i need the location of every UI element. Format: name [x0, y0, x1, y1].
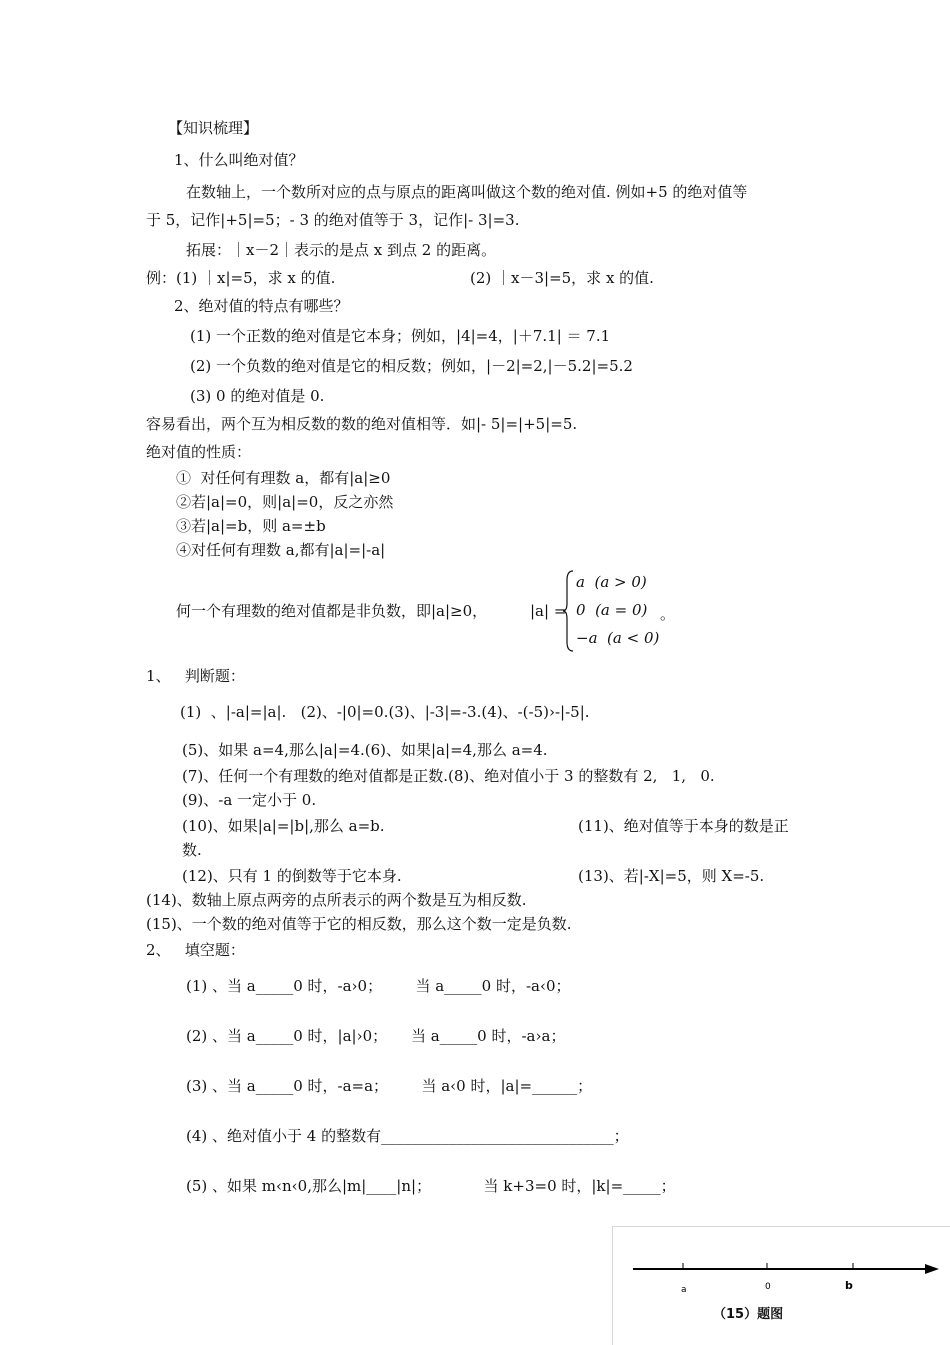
- property-1: ① 对任何有理数 a，都有|a|≥0: [176, 469, 391, 487]
- judge-item-12: (12)、只有 1 的倒数等于它本身.: [182, 867, 402, 885]
- property-2: ②若|a|=0，则|a|=0，反之亦然: [176, 493, 394, 511]
- judge-item-15: (15)、一个数的绝对值等于它的相反数，那么这个数一定是负数.: [146, 915, 572, 933]
- judge-item-14: (14)、数轴上原点两旁的点所表示的两个数是互为相反数.: [146, 891, 527, 909]
- number-line-svg: [613, 1227, 950, 1345]
- figure-caption: （15）题图: [713, 1307, 784, 1322]
- piecewise-case-negative: −a (a < 0): [576, 629, 660, 647]
- example-1: 例：(1) ｜x|=5，求 x 的值.: [146, 269, 336, 287]
- judge-item-5-6: (5)、如果 a=4,那么|a|=4.(6)、如果|a|=4,那么 a=4.: [182, 741, 548, 759]
- number-line-figure: [612, 1226, 950, 1345]
- judge-item-13: (13)、若|-X|=5，则 X=-5.: [578, 867, 765, 885]
- feature-1: (1) 一个正数的绝对值是它本身；例如，|4|=4，|＋7.1| ＝ 7.1: [190, 327, 611, 345]
- judge-item-10: (10)、如果|a|=|b|,那么 a=b.: [182, 817, 385, 835]
- property-3: ③若|a|=b，则 a=±b: [176, 517, 326, 535]
- question-2-title: 2、绝对值的特点有哪些？: [174, 297, 349, 315]
- section-heading: 【知识梳理】: [168, 119, 259, 137]
- judge-item-11-cont: 数.: [182, 841, 202, 859]
- judge-item-7-8: (7)、任何一个有理数的绝对值都是正数.(8)、绝对值小于 3 的整数有 2, 1, 0.: [182, 767, 715, 785]
- fill-title: 2、 填空题：: [146, 941, 245, 959]
- example-2: (2) ｜x－3|=5，求 x 的值.: [470, 269, 654, 287]
- properties-title: 绝对值的性质：: [146, 443, 252, 461]
- property-4: ④对任何有理数 a,都有|a|=|-a|: [176, 541, 386, 559]
- fill-item-5: (5) 、如果 m‹n‹0,那么|m|____|n|； 当 k+3=0 时，|k|=_____；: [186, 1177, 676, 1195]
- definition-line-1: 在数轴上，一个数所对应的点与原点的距离叫做这个数的绝对值. 例如+5 的绝对值等: [186, 183, 748, 201]
- judge-item-11: (11)、绝对值等于本身的数是正: [578, 817, 789, 835]
- judge-item-9: (9)、-a 一定小于 0.: [182, 791, 317, 809]
- question-1-title: 1、什么叫绝对值？: [174, 151, 304, 169]
- tick-label-b: b: [845, 1279, 853, 1292]
- tick-label-zero: 0: [765, 1282, 771, 1292]
- fill-item-2: (2) 、当 a_____0 时，|a|›0； 当 a_____0 时，-a›a；: [186, 1027, 566, 1045]
- feature-2: (2) 一个负数的绝对值是它的相反数；例如，|－2|=2,|－5.2|=5.2: [190, 357, 633, 375]
- piecewise-end: 。: [660, 605, 676, 623]
- feature-3: (3) 0 的绝对值是 0.: [190, 387, 325, 405]
- arrow-right-icon: [925, 1264, 939, 1274]
- fill-item-4: (4) 、绝对值小于 4 的整数有_______________________________；: [186, 1127, 629, 1145]
- nonnegative-statement: 何一个有理数的绝对值都是非负数，即|a|≥0，: [176, 602, 488, 620]
- left-brace-icon: [562, 570, 574, 652]
- observation: 容易看出，两个互为相反数的数的绝对值相等．如|- 5|=|+5|=5.: [146, 415, 578, 433]
- extension-note: 拓展：｜x－2｜表示的是点 x 到点 2 的距离。: [186, 241, 497, 259]
- piecewise-lhs: |a| =: [530, 602, 567, 620]
- judge-title: 1、 判断题：: [146, 667, 245, 685]
- piecewise-case-positive: a (a > 0): [576, 573, 647, 591]
- fill-item-3: (3) 、当 a_____0 时，-a=a； 当 a‹0 时，|a|=______；: [186, 1077, 593, 1095]
- piecewise-case-zero: 0 (a = 0): [576, 601, 648, 619]
- fill-item-1: (1) 、当 a_____0 时，-a›0； 当 a_____0 时，-a‹0；: [186, 977, 571, 995]
- judge-item-1-4: (1) 、|-a|=|a|. (2)、-|0|=0.(3)、|-3|=-3.(4)、-(-5)›-|-5|.: [180, 703, 590, 721]
- definition-line-2: 于 5，记作|+5|=5；- 3 的绝对值等于 3，记作|- 3|=3.: [146, 211, 520, 229]
- tick-label-a: a: [681, 1285, 687, 1295]
